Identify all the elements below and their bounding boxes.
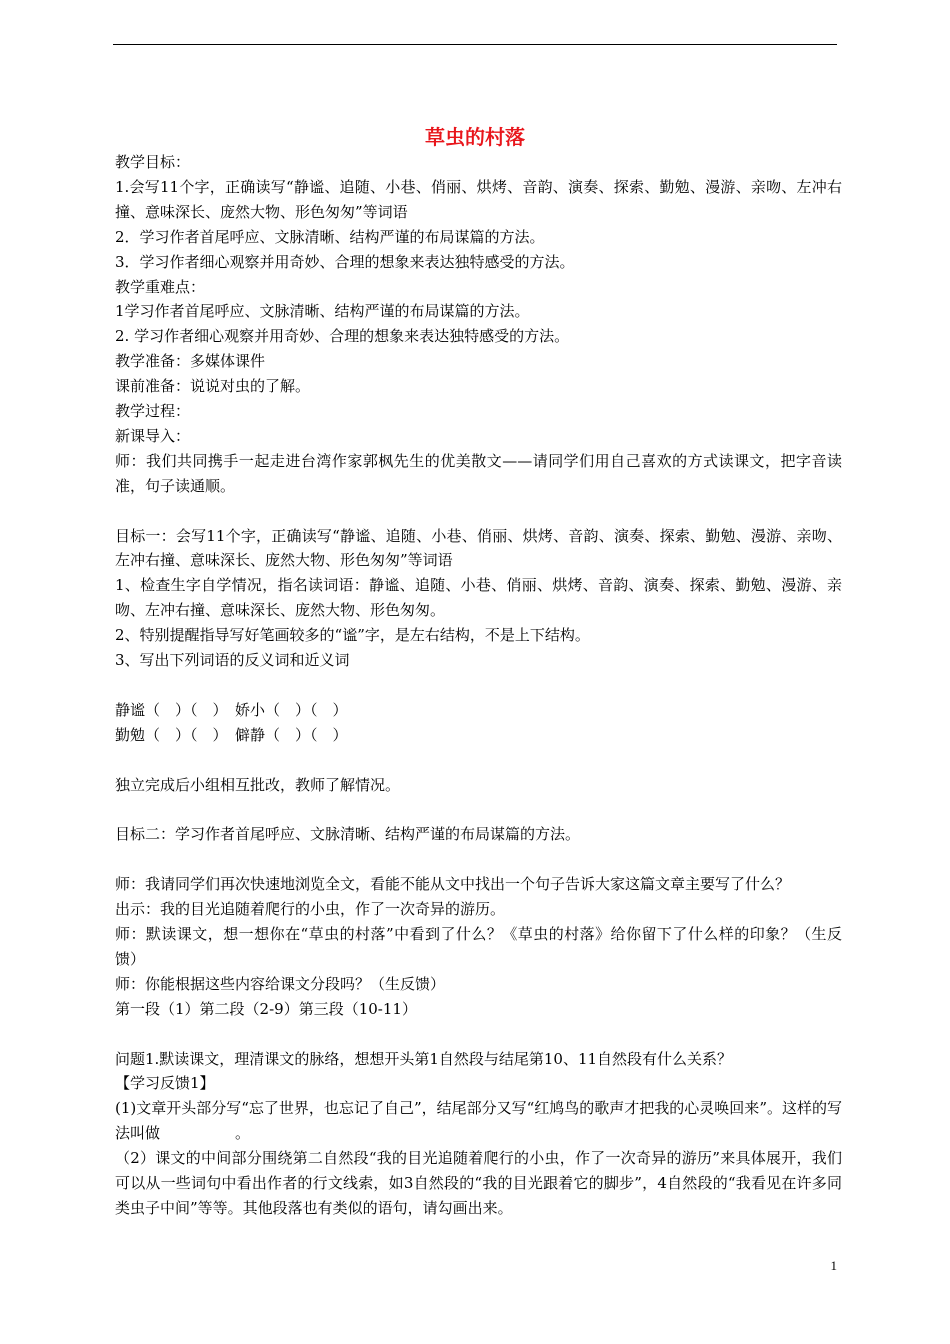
text-line: 教学重难点： — [115, 277, 206, 296]
text-line: 3、写出下列词语的反义词和近义词 — [115, 651, 350, 670]
text-line: 目标二：学习作者首尾呼应、文脉清晰、结构严谨的布局谋篇的方法。 — [115, 825, 581, 844]
text-line: (1)文章开头部分写“忘了世界，也忘记了自己”，结尾部分又写“红鸠鸟的歌声才把我的心灵唤回来”。这样的写法叫做 。 — [115, 1099, 842, 1143]
text-line: 师：默读课文，想一想你在“草虫的村落”中看到了什么？《草虫的村落》给你留下了什么样的印象？（生反馈） — [115, 925, 842, 968]
text-line: 3．学习作者细心观察并用奇妙、合理的想象来表达独特感受的方法。 — [115, 252, 575, 271]
header-rule — [113, 44, 837, 45]
text-line: 教学目标： — [115, 153, 191, 171]
blank-line — [115, 1022, 842, 1047]
blank-line — [115, 748, 842, 773]
text-line: 新课导入： — [115, 426, 191, 445]
text-line: 2．学习作者首尾呼应、文脉清晰、结构严谨的布局谋篇的方法。 — [115, 227, 545, 246]
text-line: 独立完成后小组相互批改，教师了解情况。 — [115, 775, 401, 794]
blank-line — [115, 847, 842, 872]
text-line: 问题1.默读课文，理清课文的脉络，想想开头第1自然段与结尾第10、11自然段有什么关系？ — [115, 1049, 733, 1068]
text-line: 1.会写11个字，正确读写“静谧、追随、小巷、俏丽、烘烤、音韵、演奏、探索、勤勉、漫游、亲吻、左冲右撞、意味深长、庞然大物、形色匆匆”等词语 — [115, 177, 842, 221]
text-line: 教学过程： — [115, 402, 191, 421]
document-body — [115, 150, 842, 1221]
blank-line — [115, 499, 842, 524]
blank-line — [115, 798, 842, 823]
text-line: 目标一：会写11个字，正确读写“静谧、追随、小巷、俏丽、烘烤、音韵、演奏、探索、勤勉、漫游、亲吻、左冲右撞、意味深长、庞然大物、形色匆匆”等词语 — [115, 526, 842, 570]
text-line: 师：我请同学们再次快速地浏览全文，看能不能从文中找出一个句子告诉大家这篇文章主要写了什么？ — [115, 875, 791, 894]
text-line: 师：你能根据这些内容给课文分段吗？（生反馈） — [115, 974, 446, 993]
text-line: 师：我们共同携手一起走进台湾作家郭枫先生的优美散文——请同学们用自己喜欢的方式读课文，把字音读准，句子读通顺。 — [115, 451, 842, 495]
text-line: 教学准备：多媒体课件 — [115, 352, 266, 371]
text-line: 课前准备：说说对虫的了解。 — [115, 377, 311, 396]
text-line: 2、特别提醒指导写好笔画较多的“谧”字，是左右结构，不是上下结构。 — [115, 626, 590, 645]
document-title: 草虫的村落 — [425, 125, 525, 149]
text-line: 1、检查生字自学情况，指名读词语：静谧、追随、小巷、俏丽、烘烤、音韵、演奏、探索、勤勉、漫游、亲吻、左冲右撞、意味深长、庞然大物、形色匆匆。 — [115, 576, 842, 620]
text-line: 【学习反馈1】 — [115, 1074, 215, 1093]
text-line: 出示：我的目光追随着爬行的小虫，作了一次奇异的游历。 — [115, 900, 506, 919]
exercise-line: 静谧（ ）（ ） 娇小（ ）（ ） — [115, 700, 348, 719]
text-line: 1学习作者首尾呼应、文脉清晰、结构严谨的布局谋篇的方法。 — [115, 302, 530, 321]
page-number: 1 — [830, 1258, 837, 1273]
text-line: 2. 学习作者细心观察并用奇妙、合理的想象来表达独特感受的方法。 — [115, 327, 570, 346]
blank-line — [115, 673, 842, 698]
text-line: （2）课文的中间部分围绕第二自然段“我的目光追随着爬行的小虫，作了一次奇异的游历”来具体展开，我们可以从一些词句中看出作者的行文线索，如3自然段的“我的目光跟着它的脚步”，4自然段的“我看见在许多同类虫子中间”等等。其他段落也有类似的语句，请勾画出来。 — [115, 1149, 842, 1217]
text-line: 第一段（1）第二段（2-9）第三段（10-11） — [115, 999, 417, 1018]
exercise-line: 勤勉（ ）（ ） 僻静（ ）（ ） — [115, 725, 348, 744]
